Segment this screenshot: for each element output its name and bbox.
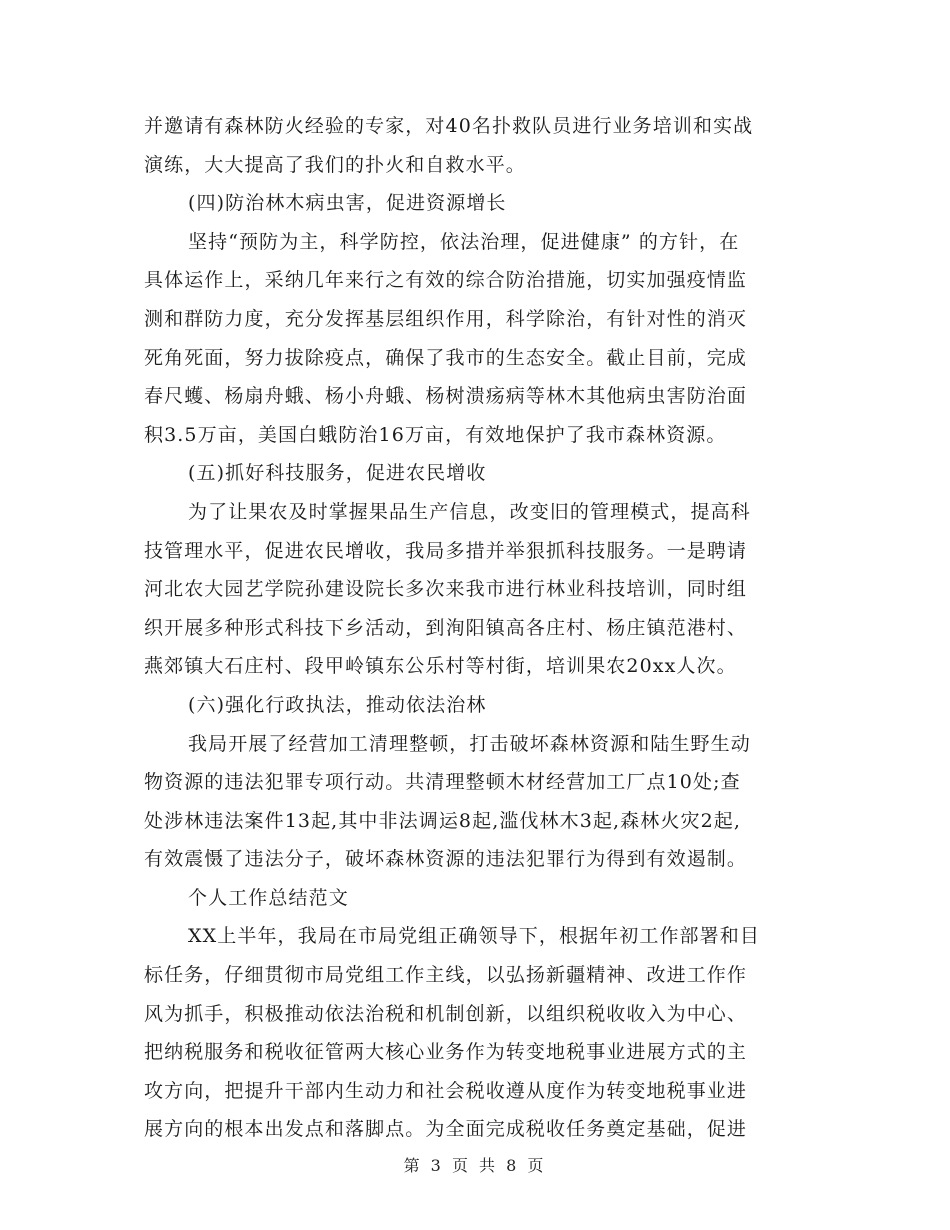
text-line: 展方向的根本出发点和落脚点。为全面完成税收任务奠定基础，促进	[144, 1118, 748, 1141]
text-line: 个人工作总结范文	[188, 886, 349, 909]
text-line: 物资源的违法犯罪专项行动。共清理整顿木材经营加工厂点10处;查	[144, 771, 741, 794]
text-line: (四)防治林木病虫害，促进资源增长	[188, 192, 507, 215]
text-line: (六)强化行政执法，推动依法治林	[188, 693, 487, 716]
text-line: 演练，大大提高了我们的扑火和自救水平。	[144, 153, 526, 176]
text-line: 攻方向，把提升干部内生动力和社会税收遵从度作为转变地税事业进	[144, 1079, 748, 1102]
text-line: 风为抓手，积极推动依法治税和机制创新，以组织税收收入为中心、	[144, 1002, 748, 1025]
text-line: 为了让果农及时掌握果品生产信息，改变旧的管理模式，提高科	[188, 500, 751, 523]
text-line: 燕郊镇大石庄村、段甲岭镇东公乐村等村街，培训果农20xx人次。	[144, 655, 737, 678]
text-line: 测和群防力度，充分发挥基层组织作用，科学除治，有针对性的消灭	[144, 307, 748, 330]
document-body	[144, 107, 816, 1149]
text-line: 处涉林违法案件13起,其中非法调运8起,滥伐林木3起,森林火灾2起,	[144, 809, 742, 832]
text-line: 死角死面，努力拔除疫点，确保了我市的生态安全。截止目前，完成	[144, 346, 748, 369]
text-line: 河北农大园艺学院孙建设院长多次来我市进行林业科技培训，同时组	[144, 578, 748, 601]
text-line: 坚持“预防为主，科学防控，依法治理，促进健康” 的方针，在	[188, 230, 740, 253]
text-line: 技管理水平，促进农民增收，我局多措并举狠抓科技服务。一是聘请	[144, 539, 748, 562]
text-line: 把纳税服务和税收征管两大核心业务作为转变地税事业进展方式的主	[144, 1041, 748, 1064]
text-line: 有效震慑了违法分子，破坏森林资源的违法犯罪行为得到有效遏制。	[144, 848, 748, 871]
text-line: 织开展多种形式科技下乡活动，到洵阳镇高各庄村、杨庄镇范港村、	[144, 616, 748, 639]
text-line: 春尺蠖、杨扇舟蛾、杨小舟蛾、杨树溃疡病等林木其他病虫害防治面	[144, 385, 748, 408]
text-line: (五)抓好科技服务，促进农民增收	[188, 462, 487, 485]
text-line: 积3.5万亩，美国白蛾防治16万亩，有效地保护了我市森林资源。	[144, 423, 727, 446]
text-line: 我局开展了经营加工清理整顿，打击破坏森林资源和陆生野生动	[188, 732, 751, 755]
page-number-footer: 第 3 页 共 8 页	[403, 1156, 547, 1175]
text-line: 标任务，仔细贯彻市局党组工作主线，以弘扬新疆精神、改进工作作	[144, 964, 748, 987]
text-line: 并邀请有森林防火经验的专家，对40名扑救队员进行业务培训和实战	[144, 115, 754, 137]
text-line: 具体运作上，采纳几年来行之有效的综合防治措施，切实加强疫情监	[144, 269, 748, 292]
text-line: XX上半年，我局在市局党组正确领导下，根据年初工作部署和目	[188, 925, 760, 948]
